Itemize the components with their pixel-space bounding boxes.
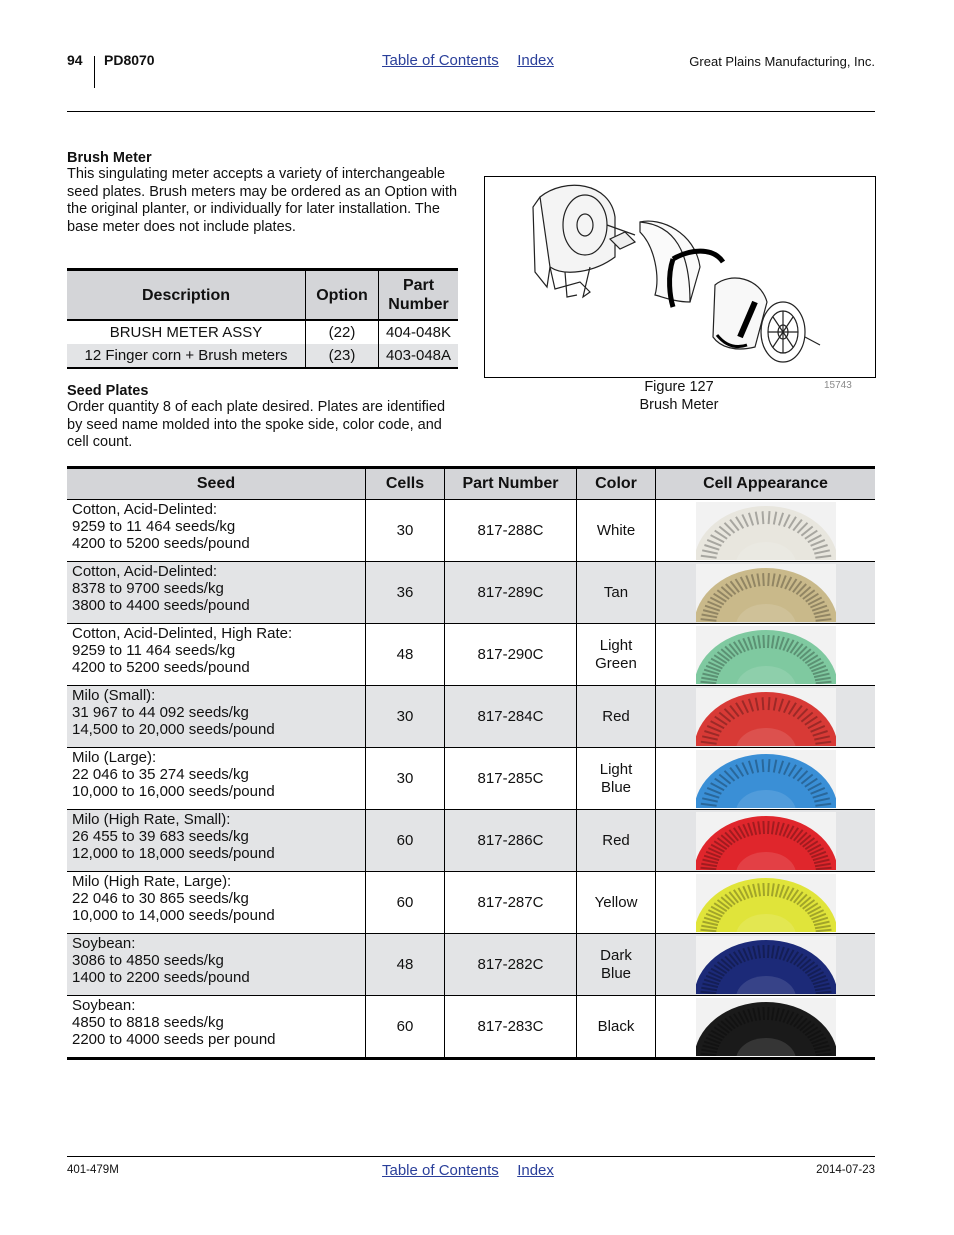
footer-date: 2014-07-23 bbox=[816, 1164, 875, 1176]
seed-name: Milo (High Rate, Small): bbox=[72, 811, 231, 828]
cell-color bbox=[577, 748, 656, 810]
brush-meter-paragraph: This singulating meter accepts a variety of interchangeable seed plates. Brush meters may be ordered as an Option with the original planter, or individually for later installation. The base meter does not include plates. bbox=[67, 166, 458, 235]
cell-part: 817-288C bbox=[445, 500, 577, 562]
table-row bbox=[67, 872, 875, 934]
cell-cells: 36 bbox=[366, 562, 445, 624]
seed-rate-kg: 22 046 to 35 274 seeds/kg bbox=[72, 766, 249, 783]
seed-rate-lb: 3800 to 4400 seeds/pound bbox=[72, 597, 250, 614]
col-option: Option bbox=[306, 270, 379, 321]
page-number: 94 bbox=[67, 52, 83, 68]
cell-option: (23) bbox=[306, 344, 379, 368]
seed-plate-photo bbox=[696, 626, 836, 684]
table-row bbox=[67, 624, 875, 686]
table-row bbox=[67, 810, 875, 872]
seed-plate-photo bbox=[696, 874, 836, 932]
footer-index-link[interactable]: Index bbox=[517, 1162, 554, 1179]
footer-doc-number: 401-479M bbox=[67, 1164, 119, 1176]
cell-cells: 48 bbox=[366, 624, 445, 686]
color-line1: Light bbox=[599, 760, 633, 778]
seed-rate-lb: 10,000 to 16,000 seeds/pound bbox=[72, 783, 275, 800]
header-toc-link[interactable]: Table of Contents bbox=[382, 52, 499, 69]
seed-rate-lb: 4200 to 5200 seeds/pound bbox=[72, 535, 250, 552]
cell-part: 817-285C bbox=[445, 748, 577, 810]
cell-seed bbox=[67, 624, 366, 686]
brush-meter-exploded-illustration bbox=[485, 177, 875, 377]
seed-rate-kg: 4850 to 8818 seeds/kg bbox=[72, 1014, 224, 1031]
seed-rate-lb: 2200 to 4000 seeds per pound bbox=[72, 1031, 276, 1048]
cell-cells: 60 bbox=[366, 810, 445, 872]
brush-meter-heading: Brush Meter bbox=[67, 150, 152, 166]
cell-seed bbox=[67, 810, 366, 872]
color-line1: Red bbox=[602, 831, 630, 849]
cell-seed bbox=[67, 562, 366, 624]
figure-image-id: 15743 bbox=[824, 380, 852, 391]
cell-cells: 60 bbox=[366, 996, 445, 1059]
table-row bbox=[67, 344, 458, 368]
table-row bbox=[67, 320, 458, 344]
cell-color bbox=[577, 562, 656, 624]
cell-seed bbox=[67, 996, 366, 1059]
cell-part: 817-290C bbox=[445, 624, 577, 686]
col-seed: Seed bbox=[67, 468, 366, 500]
seed-rate-kg: 31 967 to 44 092 seeds/kg bbox=[72, 704, 249, 721]
seed-plates-section bbox=[67, 383, 459, 452]
cell-appearance bbox=[656, 748, 876, 810]
table-row bbox=[67, 562, 875, 624]
color-line1: Tan bbox=[603, 583, 629, 601]
cell-cells: 30 bbox=[366, 500, 445, 562]
cell-cells: 48 bbox=[366, 934, 445, 996]
header-rule bbox=[67, 111, 875, 112]
cell-part: 817-282C bbox=[445, 934, 577, 996]
seed-rate-kg: 8378 to 9700 seeds/kg bbox=[72, 580, 224, 597]
cell-seed bbox=[67, 934, 366, 996]
seed-rate-lb: 14,500 to 20,000 seeds/pound bbox=[72, 721, 275, 738]
header-divider bbox=[94, 56, 95, 88]
brush-meter-table bbox=[67, 268, 458, 369]
seed-name: Milo (High Rate, Large): bbox=[72, 873, 232, 890]
seed-rate-kg: 3086 to 4850 seeds/kg bbox=[72, 952, 224, 969]
cell-seed bbox=[67, 872, 366, 934]
cell-appearance bbox=[656, 996, 876, 1059]
cell-seed bbox=[67, 748, 366, 810]
seed-name: Cotton, Acid-Delinted: bbox=[72, 501, 218, 518]
table-row bbox=[67, 996, 875, 1059]
seed-plate-photo bbox=[696, 998, 836, 1056]
color-line2: Green bbox=[595, 654, 637, 672]
table-row bbox=[67, 500, 875, 562]
header-links bbox=[382, 52, 568, 70]
seed-rate-lb: 4200 to 5200 seeds/pound bbox=[72, 659, 250, 676]
cell-part: 403-048A bbox=[379, 344, 459, 368]
brush-meter-section bbox=[67, 150, 459, 236]
table-row bbox=[67, 686, 875, 748]
cell-cells: 30 bbox=[366, 748, 445, 810]
cell-part: 817-287C bbox=[445, 872, 577, 934]
seed-plates-heading: Seed Plates bbox=[67, 383, 149, 399]
seed-name: Soybean: bbox=[72, 997, 136, 1014]
color-line2: Blue bbox=[600, 964, 632, 982]
seed-name: Milo (Large): bbox=[72, 749, 157, 766]
cell-appearance bbox=[656, 500, 876, 562]
seed-name: Cotton, Acid-Delinted: bbox=[72, 563, 218, 580]
cell-color bbox=[577, 934, 656, 996]
color-line1: Black bbox=[597, 1017, 635, 1035]
seed-plate-photo bbox=[696, 750, 836, 808]
footer-links bbox=[382, 1162, 568, 1180]
header-index-link[interactable]: Index bbox=[517, 52, 554, 69]
cell-part: 817-286C bbox=[445, 810, 577, 872]
cell-description: 12 Finger corn + Brush meters bbox=[67, 344, 306, 368]
col-cell-appearance: Cell Appearance bbox=[656, 468, 876, 500]
col-part-number-label: Part Number bbox=[388, 277, 449, 313]
cell-cells: 30 bbox=[366, 686, 445, 748]
cell-color bbox=[577, 624, 656, 686]
cell-part: 817-289C bbox=[445, 562, 577, 624]
seed-name: Cotton, Acid-Delinted, High Rate: bbox=[72, 625, 293, 642]
cell-appearance bbox=[656, 624, 876, 686]
color-line1: White bbox=[596, 521, 636, 539]
seed-name: Milo (Small): bbox=[72, 687, 156, 704]
seed-plate-photo bbox=[696, 688, 836, 746]
document-id: PD8070 bbox=[104, 52, 155, 68]
seed-rate-kg: 9259 to 11 464 seeds/kg bbox=[72, 642, 236, 659]
col-part-number bbox=[379, 270, 459, 321]
seed-rate-lb: 10,000 to 14,000 seeds/pound bbox=[72, 907, 275, 924]
seed-rate-lb: 12,000 to 18,000 seeds/pound bbox=[72, 845, 275, 862]
color-line1: Light bbox=[599, 636, 633, 654]
cell-appearance bbox=[656, 872, 876, 934]
cell-color bbox=[577, 686, 656, 748]
cell-color bbox=[577, 872, 656, 934]
cell-appearance bbox=[656, 934, 876, 996]
seed-rate-lb: 1400 to 2200 seeds/pound bbox=[72, 969, 250, 986]
col-description: Description bbox=[67, 270, 306, 321]
cell-color bbox=[577, 810, 656, 872]
seed-rate-kg: 9259 to 11 464 seeds/kg bbox=[72, 518, 236, 535]
cell-appearance bbox=[656, 562, 876, 624]
company-name: Great Plains Manufacturing, Inc. bbox=[689, 54, 875, 69]
seed-name: Soybean: bbox=[72, 935, 136, 952]
footer-toc-link[interactable]: Table of Contents bbox=[382, 1162, 499, 1179]
color-line1: Dark bbox=[600, 946, 632, 964]
cell-part: 817-283C bbox=[445, 996, 577, 1059]
cell-cells: 60 bbox=[366, 872, 445, 934]
figure-caption bbox=[584, 378, 774, 414]
cell-part: 817-284C bbox=[445, 686, 577, 748]
seed-plate-photo bbox=[696, 936, 836, 994]
table-row bbox=[67, 934, 875, 996]
seed-rate-kg: 22 046 to 30 865 seeds/kg bbox=[72, 890, 249, 907]
cell-color bbox=[577, 996, 656, 1059]
col-part-number: Part Number bbox=[445, 468, 577, 500]
cell-color bbox=[577, 500, 656, 562]
seed-plates-paragraph: Order quantity 8 of each plate desired. Plates are identified by seed name molded into the spoke side, color code, and cell count. bbox=[67, 399, 446, 450]
cell-option: (22) bbox=[306, 320, 379, 344]
cell-part: 404-048K bbox=[379, 320, 459, 344]
color-line1: Yellow bbox=[594, 893, 638, 911]
figure-number: Figure 127 bbox=[644, 379, 714, 395]
seed-rate-kg: 26 455 to 39 683 seeds/kg bbox=[72, 828, 249, 845]
seed-plate-photo bbox=[696, 564, 836, 622]
seed-plate-photo bbox=[696, 812, 836, 870]
cell-appearance bbox=[656, 810, 876, 872]
figure-title: Brush Meter bbox=[639, 397, 719, 413]
seed-plates-table bbox=[67, 466, 875, 1060]
cell-appearance bbox=[656, 686, 876, 748]
color-line1: Red bbox=[602, 707, 630, 725]
color-line2: Blue bbox=[600, 778, 632, 796]
col-color: Color bbox=[577, 468, 656, 500]
seed-plate-photo bbox=[696, 502, 836, 560]
col-cells: Cells bbox=[366, 468, 445, 500]
cell-description: BRUSH METER ASSY bbox=[109, 324, 263, 341]
cell-seed bbox=[67, 686, 366, 748]
table-row bbox=[67, 748, 875, 810]
brush-meter-figure bbox=[484, 176, 876, 378]
footer-rule bbox=[67, 1156, 875, 1157]
cell-seed bbox=[67, 500, 366, 562]
